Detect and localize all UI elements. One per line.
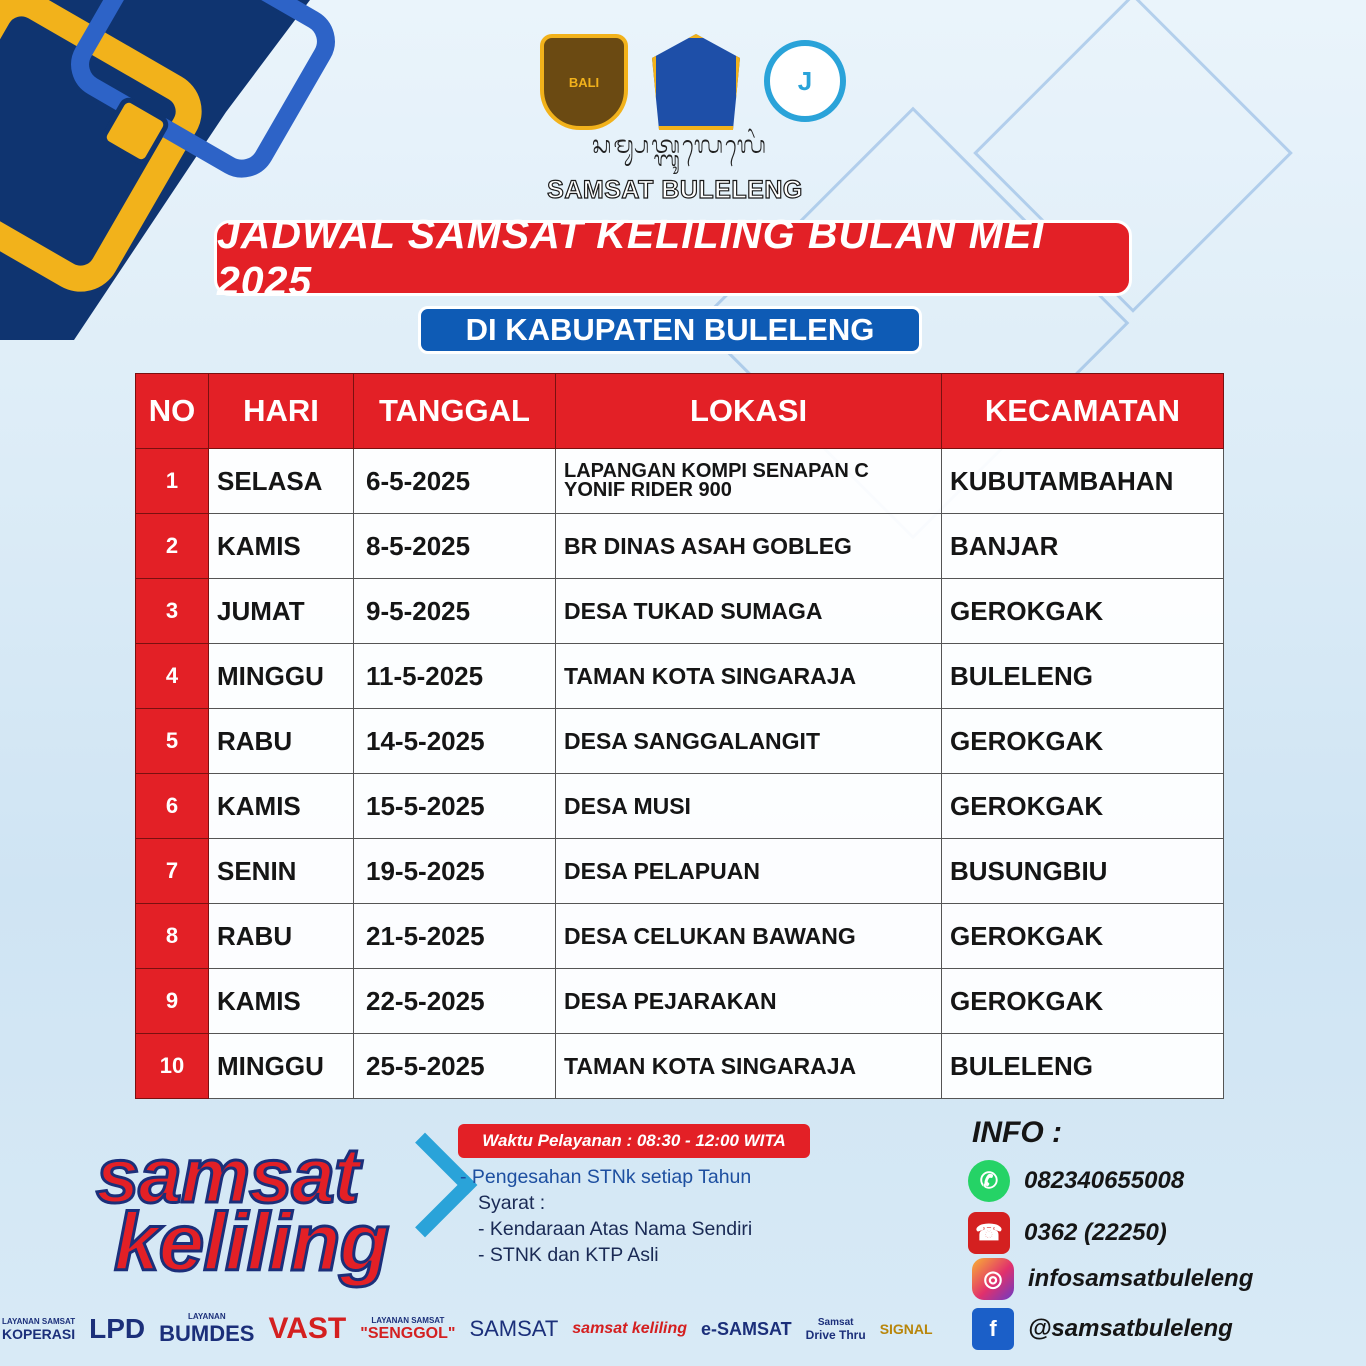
partner-small-text: Samsat: [817, 1316, 854, 1328]
table-row: [136, 839, 1224, 904]
partner-logo-koperasi: [2, 1317, 75, 1342]
logo-text: J: [797, 65, 813, 96]
partner-name: e-SAMSAT: [701, 1318, 792, 1339]
table-row: [136, 774, 1224, 839]
cell-tanggal: 15-5-2025: [354, 774, 556, 839]
cell-lokasi: DESA PEJARAKAN: [556, 969, 942, 1034]
cell-hari: KAMIS: [209, 514, 354, 579]
facebook-handle: @samsatbuleleng: [1028, 1315, 1233, 1342]
cell-no: 9: [136, 969, 209, 1034]
info-instagram: [972, 1258, 1253, 1300]
table-row: [136, 969, 1224, 1034]
table-row: [136, 449, 1224, 514]
partner-name: Drive Thru: [805, 1327, 866, 1342]
column-header-lokasi: LOKASI: [556, 374, 942, 449]
table-row: [136, 1034, 1224, 1099]
samsat-keliling-logo: [88, 1130, 448, 1290]
partner-name: SAMSAT: [469, 1316, 559, 1341]
cell-no: 4: [136, 644, 209, 709]
cell-kecamatan: GEROKGAK: [942, 774, 1224, 839]
column-header-kecamatan: KECAMATAN: [942, 374, 1224, 449]
partner-logo-vast: [268, 1312, 346, 1346]
partner-small-text: LAYANAN: [187, 1311, 226, 1321]
cell-kecamatan: BUSUNGBIU: [942, 839, 1224, 904]
cell-tanggal: 8-5-2025: [354, 514, 556, 579]
column-header-no: NO: [136, 374, 209, 449]
partner-logo-lpd: [89, 1313, 145, 1345]
instagram-handle: infosamsatbuleleng: [1028, 1265, 1254, 1292]
cell-tanggal: 19-5-2025: [354, 839, 556, 904]
cell-lokasi: DESA PELAPUAN: [556, 839, 942, 904]
whatsapp-number: 082340655008: [1024, 1167, 1185, 1194]
partner-logo-drive-thru: [806, 1317, 866, 1342]
table-row: [136, 709, 1224, 774]
cell-no: 3: [136, 579, 209, 644]
cell-lokasi: LAPANGAN KOMPI SENAPAN C YONIF RIDER 900: [556, 449, 942, 514]
partner-logos: [0, 1296, 1366, 1362]
cell-lokasi: DESA CELUKAN BAWANG: [556, 904, 942, 969]
cell-lokasi: DESA TUKAD SUMAGA: [556, 579, 942, 644]
partner-name: samsat keliling: [572, 1320, 687, 1337]
requirements-box: [460, 1164, 810, 1284]
cell-hari: JUMAT: [209, 579, 354, 644]
balinese-script-text: ᬲᬫ᭄ᬲᬢ᭄ᬩᬸᬮᬾᬮᬾᬂ: [591, 131, 769, 159]
column-header-hari: HARI: [209, 374, 354, 449]
cell-hari: SELASA: [209, 449, 354, 514]
cell-lokasi: TAMAN KOTA SINGARAJA: [556, 1034, 942, 1099]
partner-name: "SENGGOL": [360, 1324, 456, 1342]
requirement-item: - STNK dan KTP Asli: [478, 1244, 659, 1266]
cell-tanggal: 9-5-2025: [354, 579, 556, 644]
header-logos: [540, 34, 846, 130]
page-title: JADWAL SAMSAT KELILING BULAN MEI 2025: [214, 220, 1132, 296]
whatsapp-icon: ✆: [968, 1160, 1010, 1202]
facebook-icon: f: [972, 1308, 1014, 1350]
table-row: [136, 579, 1224, 644]
table-header-row: [136, 374, 1224, 449]
partner-logo-senggol: [360, 1316, 455, 1343]
cell-kecamatan: GEROKGAK: [942, 904, 1224, 969]
table-row: [136, 904, 1224, 969]
info-phone: [968, 1212, 1167, 1254]
cell-hari: KAMIS: [209, 969, 354, 1034]
cell-lokasi: TAMAN KOTA SINGARAJA: [556, 644, 942, 709]
cell-kecamatan: BULELENG: [942, 1034, 1224, 1099]
cell-hari: MINGGU: [209, 1034, 354, 1099]
partner-logo-samsat-keliling: [572, 1320, 687, 1338]
column-header-tanggal: TANGGAL: [354, 374, 556, 449]
cell-tanggal: 14-5-2025: [354, 709, 556, 774]
cell-tanggal: 11-5-2025: [354, 644, 556, 709]
page-subtitle: DI KABUPATEN BULELENG: [418, 306, 922, 354]
service-hours-badge: Waktu Pelayanan : 08:30 - 12:00 WITA: [458, 1124, 810, 1158]
cell-kecamatan: BULELENG: [942, 644, 1224, 709]
schedule-table: [135, 373, 1224, 1099]
cell-hari: RABU: [209, 904, 354, 969]
brand-word-samsat: samsat: [96, 1131, 359, 1219]
brand-title: SAMSAT BULELENG: [547, 176, 803, 204]
cell-hari: MINGGU: [209, 644, 354, 709]
info-title: INFO :: [972, 1116, 1062, 1149]
instagram-icon: ◎: [972, 1258, 1014, 1300]
partner-small-text: LAYANAN SAMSAT: [371, 1315, 445, 1325]
cell-tanggal: 25-5-2025: [354, 1034, 556, 1099]
cell-lokasi: DESA SANGGALANGIT: [556, 709, 942, 774]
telephone-icon: ☎: [968, 1212, 1010, 1254]
cell-no: 1: [136, 449, 209, 514]
partner-logo-e-samsat: [701, 1319, 792, 1340]
service-item: - Pengesahan STNk setiap Tahun: [460, 1166, 752, 1188]
cell-lokasi: DESA MUSI: [556, 774, 942, 839]
cell-tanggal: 22-5-2025: [354, 969, 556, 1034]
cell-no: 10: [136, 1034, 209, 1099]
partner-logo-bumdes: [159, 1312, 254, 1347]
cell-kecamatan: GEROKGAK: [942, 579, 1224, 644]
police-badge-icon: [540, 34, 628, 130]
requirements-label: Syarat :: [478, 1192, 546, 1214]
cell-tanggal: 21-5-2025: [354, 904, 556, 969]
partner-name: VAST: [268, 1312, 347, 1345]
logo-text: BALI: [568, 74, 600, 90]
table-row: [136, 644, 1224, 709]
cell-kecamatan: GEROKGAK: [942, 969, 1224, 1034]
partner-small-text: LAYANAN SAMSAT: [2, 1316, 76, 1326]
requirement-item: - Kendaraan Atas Nama Sendiri: [478, 1218, 753, 1240]
cell-no: 8: [136, 904, 209, 969]
phone-number: 0362 (22250): [1024, 1219, 1167, 1246]
cell-hari: KAMIS: [209, 774, 354, 839]
table-row: [136, 514, 1224, 579]
cell-no: 2: [136, 514, 209, 579]
partner-logo-samsat-digital: [469, 1316, 558, 1342]
partner-name: KOPERASI: [2, 1325, 76, 1342]
cell-kecamatan: BANJAR: [942, 514, 1224, 579]
partner-name: SIGNAL: [879, 1321, 933, 1337]
brand-word-keliling: keliling: [114, 1197, 389, 1288]
cell-tanggal: 6-5-2025: [354, 449, 556, 514]
cell-kecamatan: KUBUTAMBAHAN: [942, 449, 1224, 514]
partner-logo-signal: [880, 1321, 933, 1337]
partner-name: BUMDES: [159, 1320, 255, 1346]
cell-no: 6: [136, 774, 209, 839]
cell-no: 7: [136, 839, 209, 904]
bali-province-emblem-icon: [652, 34, 740, 130]
cell-hari: SENIN: [209, 839, 354, 904]
cell-lokasi: BR DINAS ASAH GOBLEG: [556, 514, 942, 579]
info-whatsapp: [968, 1160, 1184, 1202]
cell-hari: RABU: [209, 709, 354, 774]
partner-name: LPD: [89, 1313, 146, 1344]
cell-kecamatan: GEROKGAK: [942, 709, 1224, 774]
jasa-raharja-icon: [764, 40, 846, 122]
cell-no: 5: [136, 709, 209, 774]
